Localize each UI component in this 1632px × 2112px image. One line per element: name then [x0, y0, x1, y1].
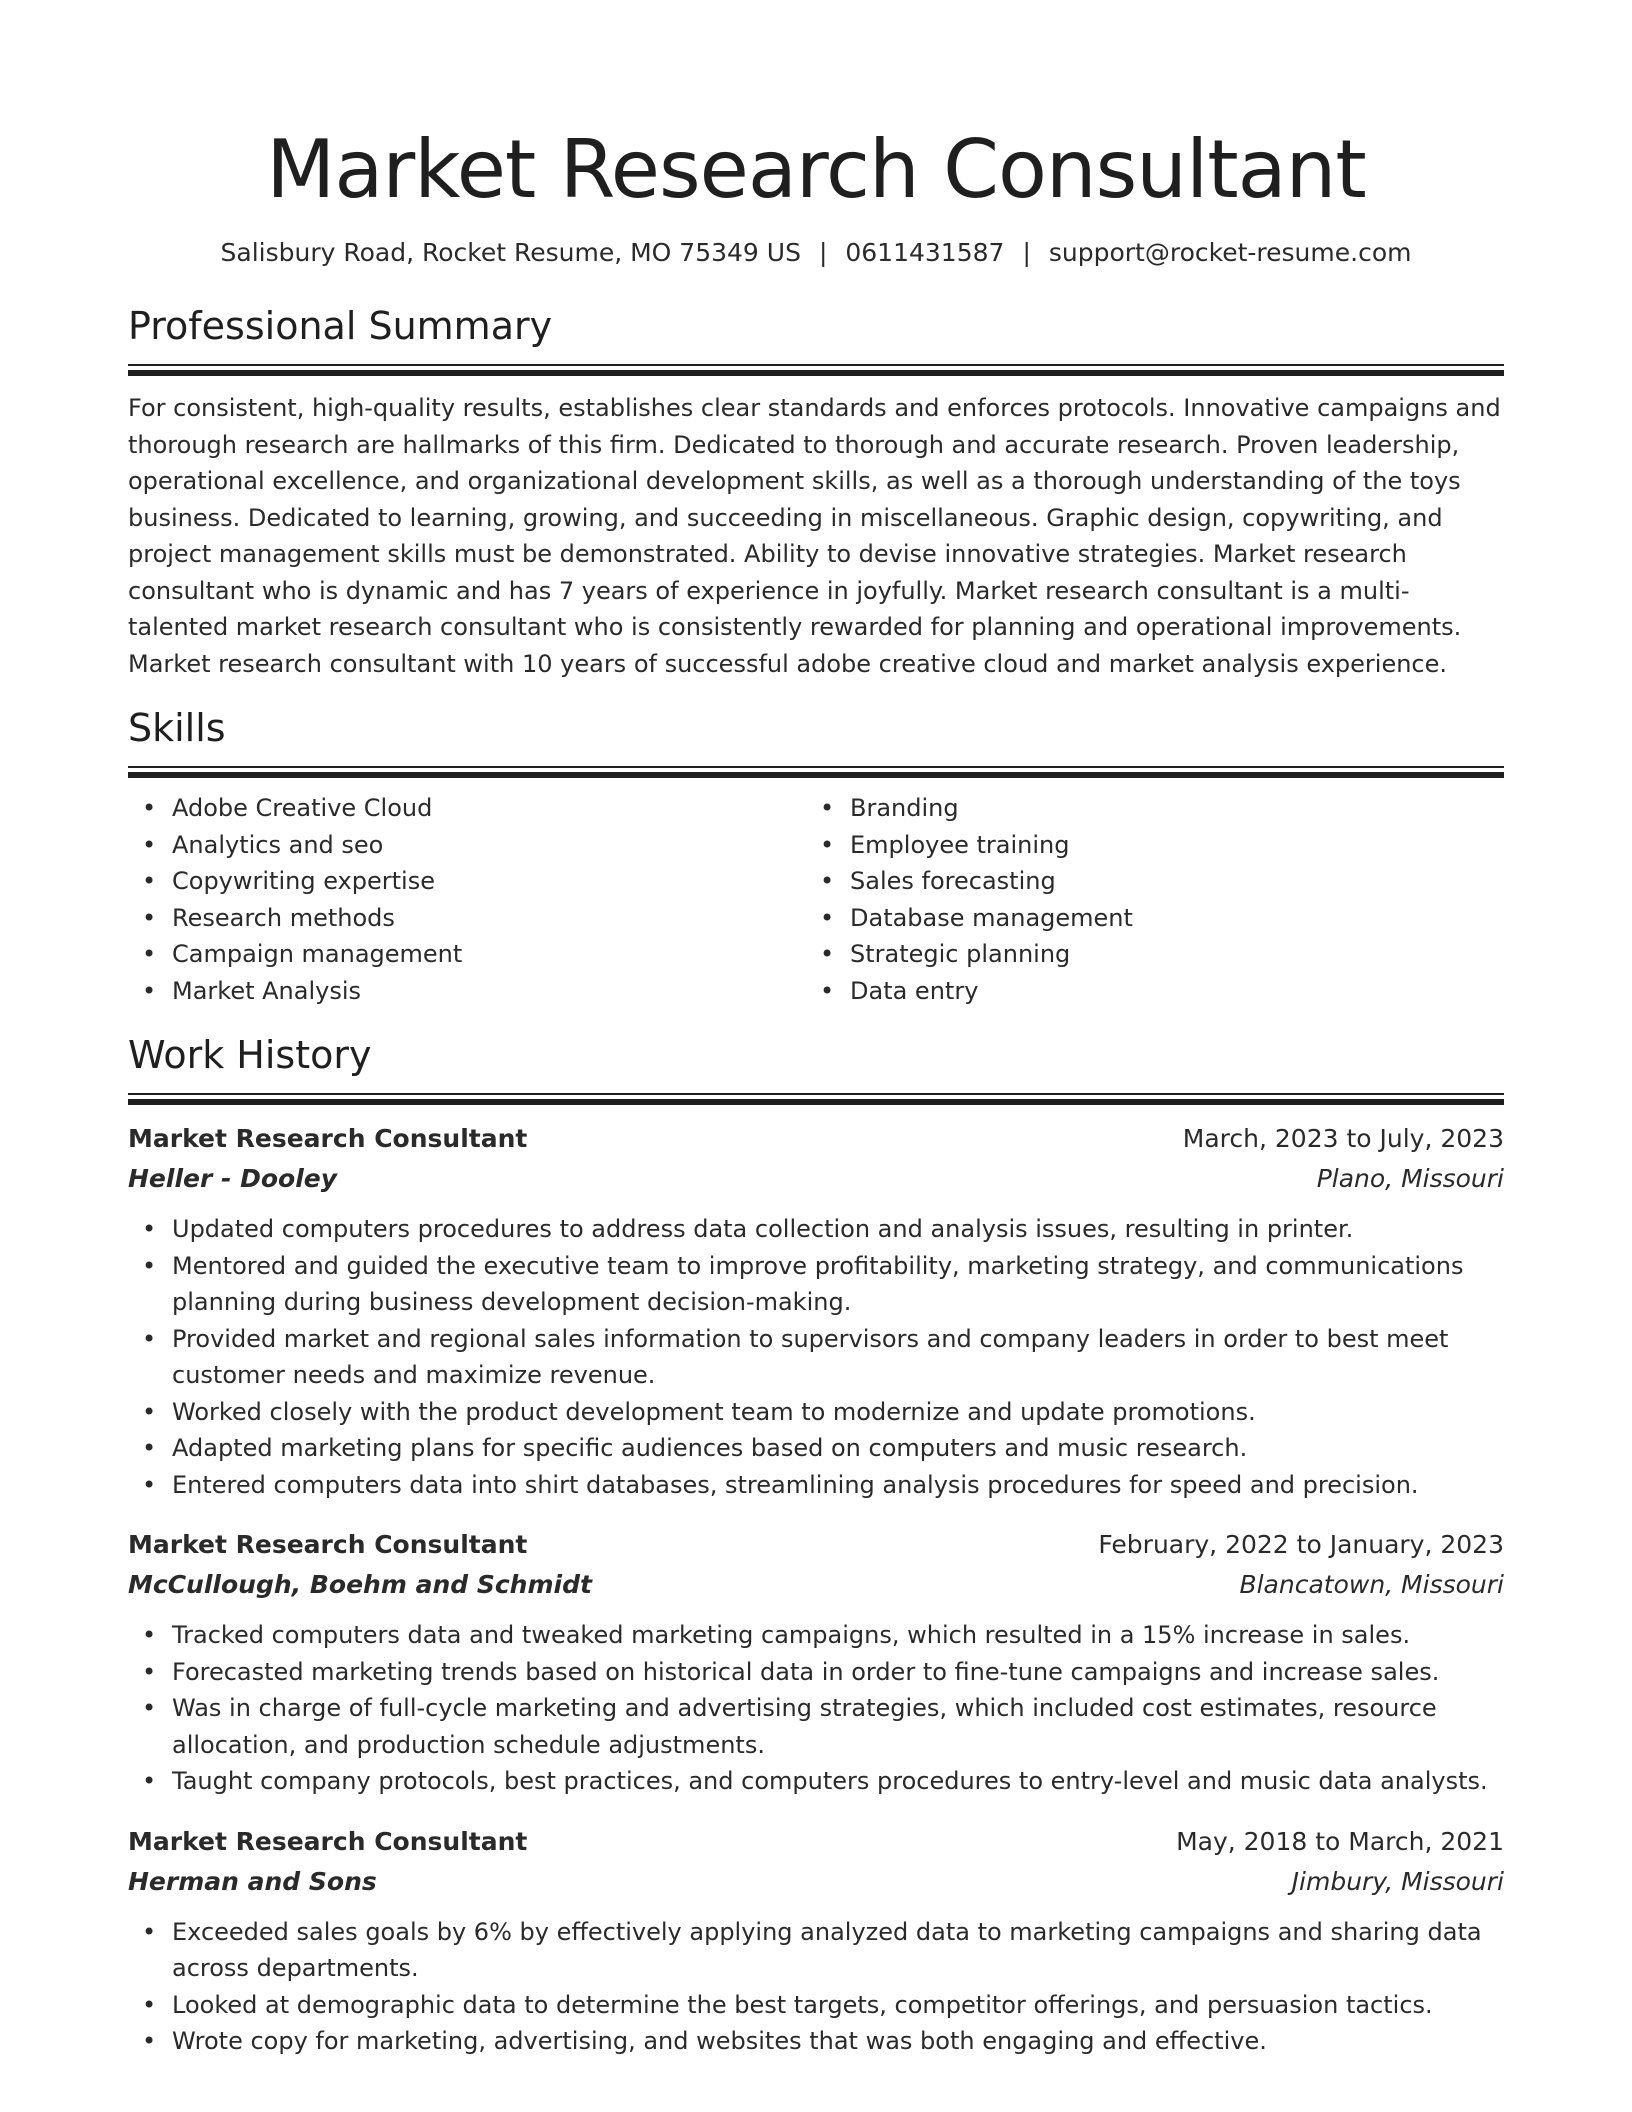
skill-item: • Strategic planning	[820, 940, 1071, 968]
job-bullet: • Provided market and regional sales information to supervisors and company leaders in order to best meet customer needs and maximize revenue.	[142, 1324, 1449, 1389]
skill-item: • Copywriting expertise	[142, 867, 435, 895]
job-location: Jimbury, Missouri	[1291, 1866, 1504, 1896]
work-history-section	[128, 1031, 1504, 2060]
contact-email: support@rocket-resume.com	[1048, 238, 1412, 267]
job-entry	[128, 1119, 1504, 1503]
job-company: Heller - Dooley	[128, 1164, 338, 1193]
job-bullet: • Forecasted marketing trends based on historical data in order to fine-tune campaigns and increase sales.	[142, 1657, 1440, 1686]
job-bullet: • Was in charge of full-cycle marketing and advertising strategies, which included cost estimates, resource allocation, and production schedule adjustments.	[142, 1694, 1437, 1759]
resume-name: Market Research Consultant	[266, 123, 1366, 216]
skills-list-left	[128, 790, 806, 1009]
skill-item: • Data entry	[820, 976, 979, 1005]
job-company-row	[128, 1862, 1504, 1902]
section-divider	[128, 1093, 1504, 1105]
section-divider	[128, 364, 1504, 376]
job-company: McCullough, Boehm and Schmidt	[128, 1570, 592, 1599]
skill-item: • Employee training	[820, 830, 1070, 859]
job-title: Market Research Consultant	[128, 1530, 528, 1559]
job-header-row	[128, 1525, 1504, 1565]
contact-separator: |	[818, 238, 828, 267]
summary-section	[128, 302, 1504, 682]
job-bullet: • Mentored and guided the executive team to improve profitability, marketing strategy, and communications planning during business development decision-making.	[142, 1251, 1464, 1316]
job-bullets	[128, 1914, 1504, 2060]
skill-item: • Sales forecasting	[820, 867, 1056, 895]
skill-item: • Market Analysis	[142, 976, 362, 1005]
skills-title: Skills	[128, 706, 226, 750]
skill-item: • Adobe Creative Cloud	[142, 794, 433, 822]
job-location: Blancatown, Missouri	[1239, 1570, 1504, 1599]
job-bullet: • Wrote copy for marketing, advertising, and websites that was both engaging and effective.	[142, 2027, 1267, 2055]
job-title: Market Research Consultant	[128, 1826, 528, 1856]
skills-section	[128, 704, 1504, 1009]
job-entry	[128, 1822, 1504, 2060]
work-history-title: Work History	[128, 1033, 372, 1077]
job-header-row	[128, 1822, 1504, 1862]
job-bullet: • Taught company protocols, best practices, and computers procedures to entry-level and music data analysts.	[142, 1767, 1488, 1795]
job-bullet: • Worked closely with the product development team to modernize and update promotions.	[142, 1397, 1256, 1426]
job-bullet: • Tracked computers data and tweaked marketing campaigns, which resulted in a 15% increase in sales.	[142, 1621, 1411, 1649]
job-company-row	[128, 1565, 1504, 1605]
job-bullets	[128, 1211, 1504, 1503]
job-bullets	[128, 1617, 1504, 1800]
job-company: Herman and Sons	[128, 1866, 377, 1896]
job-title: Market Research Consultant	[128, 1124, 528, 1153]
skill-item: • Research methods	[142, 903, 395, 932]
job-entry	[128, 1525, 1504, 1800]
summary-title: Professional Summary	[128, 304, 553, 348]
job-company-row	[128, 1159, 1504, 1199]
skill-item: • Analytics and seo	[142, 830, 384, 859]
contact-separator: |	[1022, 238, 1031, 267]
job-location: Plano, Missouri	[1316, 1164, 1504, 1193]
skill-item: • Campaign management	[142, 940, 463, 968]
job-dates: March, 2023 to July, 2023	[1182, 1124, 1504, 1153]
job-dates: February, 2022 to January, 2023	[1098, 1530, 1504, 1559]
skill-item: • Database management	[820, 903, 1133, 932]
job-bullet: • Exceeded sales goals by 6% by effectively applying analyzed data to marketing campaigns and sharing data across departments.	[142, 1917, 1482, 1982]
skill-item: • Branding	[820, 794, 959, 822]
section-divider	[128, 766, 1504, 778]
job-bullet: • Updated computers procedures to address data collection and analysis issues, resulting in printer.	[142, 1215, 1354, 1243]
job-bullet: • Entered computers data into shirt databases, streamlining analysis procedures for speed and precision.	[142, 1470, 1419, 1499]
job-bullet: • Adapted marketing plans for specific audiences based on computers and music research.	[142, 1434, 1248, 1462]
contact-address: Salisbury Road, Rocket Resume, MO 75349 US	[220, 238, 801, 267]
job-header-row	[128, 1119, 1504, 1159]
job-bullet: • Looked at demographic data to determine the best targets, competitor offerings, and persuasion tactics.	[142, 1990, 1433, 2019]
job-dates: May, 2018 to March, 2021	[1176, 1826, 1504, 1856]
skills-list-right	[806, 790, 1484, 1009]
summary-text: For consistent, high-quality results, establishes clear standards and enforces protocols. Innovative campaigns and thorough research are hallmarks of this firm. Dedicated to thorough and accurate research. Proven leadership, operational excellence, and organizational development skills, as well as a thorough understanding of the toys business. Dedicated to learning, growing, and succeeding in miscellaneous. Graphic design, copywriting, and project management skills must be demonstrated. Ability to devise innovative strategies. Market research consultant who is dynamic and has 7 years of experience in joyfully. Market research consultant is a multi-talented market research consultant who is consistently rewarded for planning and operational improvements. Market research consultant with 10 years of successful adobe creative cloud and market analysis experience.	[128, 394, 1501, 678]
skills-grid	[128, 790, 1504, 1009]
contact-line	[128, 236, 1504, 270]
resume-page	[128, 0, 1504, 2060]
contact-phone: 0611431587	[845, 238, 1005, 267]
